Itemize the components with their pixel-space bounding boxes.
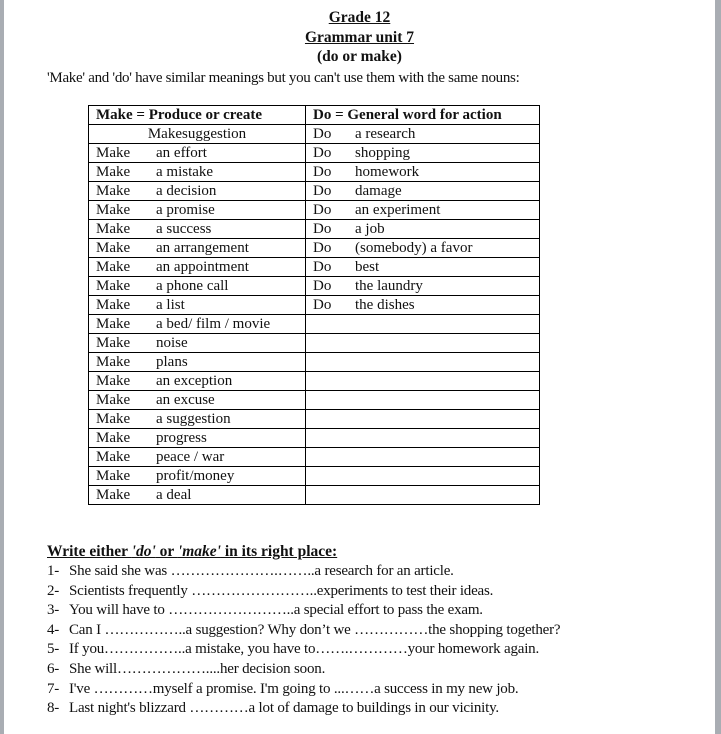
table-row <box>89 334 540 353</box>
make-noun: plans <box>156 354 188 370</box>
do-noun: shopping <box>355 145 411 161</box>
exercise-number: 2- <box>47 582 60 599</box>
intro-text: 'Make' and 'do' have similar meanings but you can't use them with the same nouns: <box>47 70 520 86</box>
do-cell <box>306 144 540 163</box>
do-cell <box>306 353 540 372</box>
window-right-edge <box>715 0 721 734</box>
exercise-title-do: 'do' <box>131 543 156 560</box>
make-noun: a deal <box>156 487 192 503</box>
make-verb: Make <box>96 354 131 370</box>
exercise-sentence: Last night's blizzard …………a lot of damage to buildings in our vicinity. <box>69 700 499 717</box>
make-noun: a bed/ film / movie <box>156 316 271 332</box>
do-cell <box>306 277 540 296</box>
make-cell <box>89 467 306 486</box>
do-cell <box>306 486 540 505</box>
exercise-item <box>47 660 560 680</box>
do-verb: Do <box>313 183 332 199</box>
exercise-number: 6- <box>47 660 60 677</box>
do-noun: the laundry <box>355 278 423 294</box>
table-row <box>89 220 540 239</box>
do-cell <box>306 429 540 448</box>
make-noun: an exception <box>156 373 233 389</box>
do-verb: Do <box>313 278 332 294</box>
make-noun: a suggestion <box>156 411 231 427</box>
make-verb: Make <box>96 221 131 237</box>
do-cell <box>306 334 540 353</box>
do-noun: a job <box>355 221 385 237</box>
make-cell <box>89 239 306 258</box>
exercise-item <box>47 699 560 719</box>
make-cell <box>89 201 306 220</box>
exercise-title-mid: or <box>155 543 178 560</box>
unit-title: Grammar unit 7 <box>304 29 415 46</box>
make-verb: Make <box>96 164 131 180</box>
make-verb: Make <box>96 145 131 161</box>
do-verb: Do <box>313 202 332 218</box>
topic-title: (do or make) <box>317 48 402 65</box>
make-verb: Make <box>96 316 131 332</box>
table-row <box>89 410 540 429</box>
make-cell <box>89 277 306 296</box>
exercise-sentence: Can I ……………..a suggestion? Why don’t we ……………the shopping together? <box>69 621 561 638</box>
exercise-item <box>47 621 560 641</box>
do-cell <box>306 220 540 239</box>
do-verb: Do <box>313 221 332 237</box>
make-header: Make = Produce or create <box>89 106 306 125</box>
exercise-sentence: You will have to ……………………..a special effort to pass the exam. <box>69 602 483 619</box>
do-noun: homework <box>355 164 420 180</box>
make-verb: Make <box>96 183 131 199</box>
make-verb: Make <box>96 278 131 294</box>
do-verb: Do <box>313 240 332 256</box>
make-noun: a list <box>156 297 185 313</box>
exercise-number: 4- <box>47 621 60 638</box>
make-cell <box>89 372 306 391</box>
make-verb: Make <box>96 202 131 218</box>
do-noun: an experiment <box>355 202 441 218</box>
do-verb: Do <box>313 126 332 142</box>
do-cell <box>306 258 540 277</box>
exercise-sentence: I've …………myself a promise. I'm going to ...……a success in my new job. <box>69 680 519 697</box>
make-noun: an arrangement <box>156 240 249 256</box>
do-cell <box>306 182 540 201</box>
make-verb: Make <box>96 335 131 351</box>
exercise-list <box>47 562 560 719</box>
table-row <box>89 182 540 201</box>
do-cell <box>306 448 540 467</box>
make-noun: profit/money <box>156 468 235 484</box>
make-noun: an excuse <box>156 392 215 408</box>
make-verb: Make <box>96 259 131 275</box>
exercise-item <box>47 582 560 602</box>
exercise-number: 1- <box>47 563 60 579</box>
exercise-sentence: Scientists frequently ……………………..experiments to test their ideas. <box>69 582 494 599</box>
table-row <box>89 372 540 391</box>
do-cell <box>306 163 540 182</box>
document-page <box>4 0 715 734</box>
make-cell <box>89 220 306 239</box>
table-row <box>89 296 540 315</box>
make-noun: a promise <box>156 202 215 218</box>
table-row <box>89 448 540 467</box>
do-cell <box>306 372 540 391</box>
do-noun: a research <box>355 126 416 142</box>
do-noun: the dishes <box>355 297 415 313</box>
exercise-title-post: in its right place: <box>220 543 338 560</box>
make-noun: a decision <box>156 183 217 199</box>
do-cell <box>306 201 540 220</box>
do-noun: best <box>355 259 380 275</box>
exercise-number: 3- <box>47 602 60 619</box>
table-row <box>89 486 540 505</box>
make-verb: Make <box>96 487 131 503</box>
table-row <box>89 315 540 334</box>
exercise-item <box>47 640 560 660</box>
make-verb: Make <box>96 468 131 484</box>
do-verb: Do <box>313 164 332 180</box>
exercise-sentence: She will………………....her decision soon. <box>69 660 326 677</box>
exercise-item <box>47 601 560 621</box>
do-verb: Do <box>313 259 332 275</box>
exercise-number: 7- <box>47 680 60 697</box>
do-header: Do = General word for action <box>306 106 540 125</box>
make-subheader: Makesuggestion <box>89 125 306 144</box>
table-row <box>89 125 540 144</box>
do-cell <box>306 410 540 429</box>
make-cell <box>89 182 306 201</box>
make-do-table <box>88 105 540 505</box>
make-noun: an appointment <box>156 259 249 275</box>
exercise-title <box>47 543 337 561</box>
make-verb: Make <box>96 240 131 256</box>
exercise-number: 8- <box>47 700 60 717</box>
make-verb: Make <box>96 430 131 446</box>
make-verb: Make <box>96 411 131 427</box>
table-row <box>89 144 540 163</box>
do-cell <box>306 125 540 144</box>
make-verb: Make <box>96 392 131 408</box>
do-cell <box>306 296 540 315</box>
do-verb: Do <box>313 297 332 313</box>
make-cell <box>89 448 306 467</box>
make-verb: Make <box>96 373 131 389</box>
make-cell <box>89 353 306 372</box>
do-noun: (somebody) a favor <box>355 240 473 256</box>
make-noun: progress <box>156 430 207 446</box>
make-verb: Make <box>96 449 131 465</box>
do-verb: Do <box>313 145 332 161</box>
make-cell <box>89 315 306 334</box>
table-row <box>89 239 540 258</box>
table-row <box>89 258 540 277</box>
exercise-item <box>47 680 560 700</box>
make-noun: noise <box>156 335 188 351</box>
exercise-sentence: If you……………..a mistake, you have to…….…………your homework again. <box>69 641 540 658</box>
make-noun: an effort <box>156 145 207 161</box>
table-row <box>89 163 540 182</box>
table-row <box>89 201 540 220</box>
make-cell <box>89 486 306 505</box>
make-noun: peace / war <box>156 449 225 465</box>
table-header-row <box>89 106 540 125</box>
make-cell <box>89 258 306 277</box>
make-noun: a phone call <box>156 278 229 294</box>
exercise-item <box>47 562 560 582</box>
table-row <box>89 353 540 372</box>
exercise-number: 5- <box>47 641 60 658</box>
table-row <box>89 467 540 486</box>
make-cell <box>89 410 306 429</box>
make-cell <box>89 429 306 448</box>
do-cell <box>306 391 540 410</box>
do-noun: damage <box>355 183 402 199</box>
do-cell <box>306 315 540 334</box>
make-verb: Make <box>96 297 131 313</box>
make-cell <box>89 163 306 182</box>
table-row <box>89 391 540 410</box>
make-noun: a success <box>156 221 212 237</box>
exercise-title-pre: Write either <box>47 543 132 560</box>
make-cell <box>89 296 306 315</box>
do-cell <box>306 239 540 258</box>
make-cell <box>89 391 306 410</box>
grade-title: Grade 12 <box>328 9 391 26</box>
make-cell <box>89 334 306 353</box>
do-cell <box>306 467 540 486</box>
exercise-sentence: She said she was ………………….……..a research for an article. <box>69 563 454 579</box>
make-cell <box>89 144 306 163</box>
exercise-title-make: 'make' <box>177 543 221 560</box>
table-row <box>89 277 540 296</box>
table-row <box>89 429 540 448</box>
make-noun: a mistake <box>156 164 214 180</box>
